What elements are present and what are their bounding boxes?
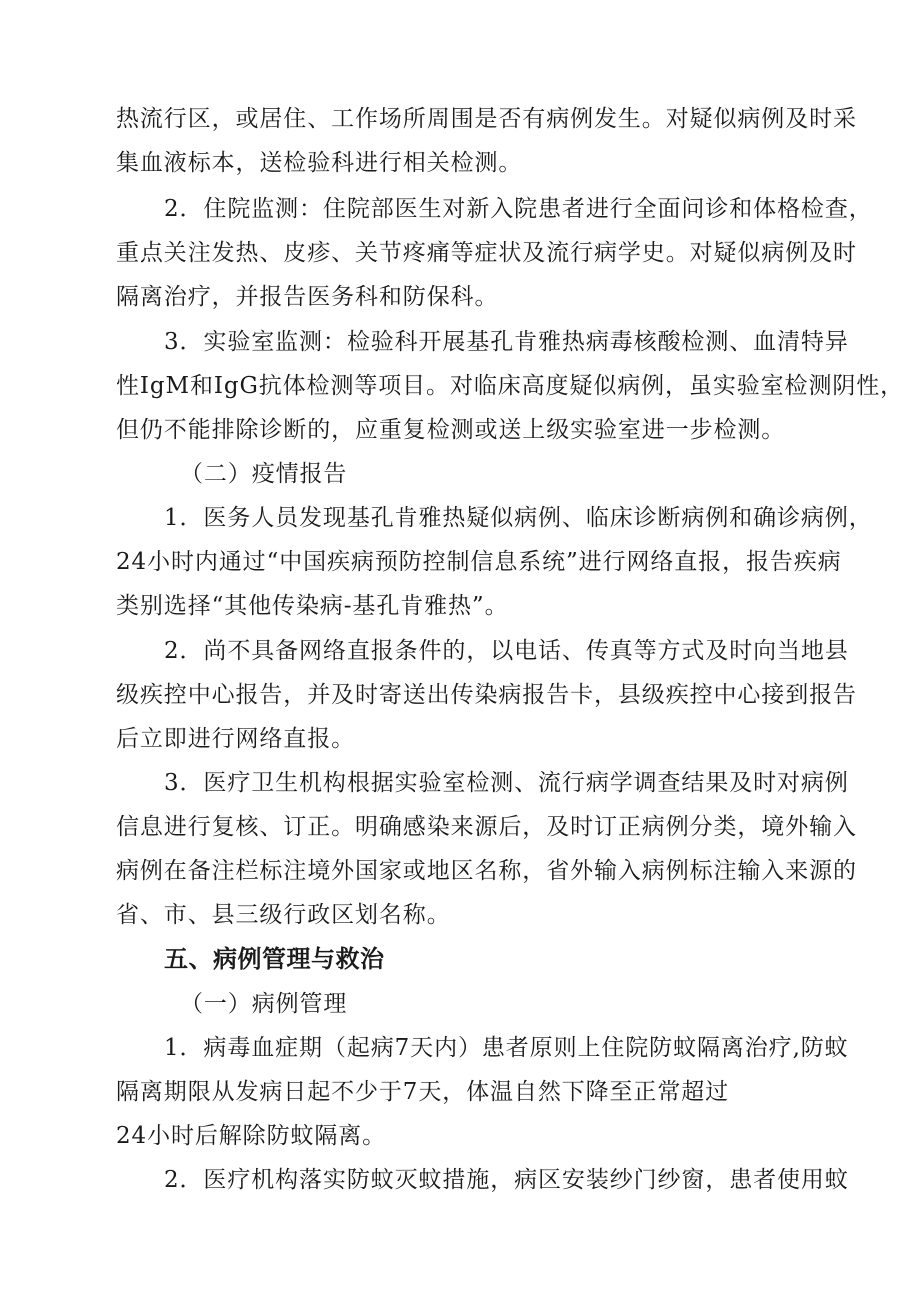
section-heading: 五、病例管理与救治	[164, 945, 385, 973]
text-line: 1．病毒血症期（起病7天内）患者原则上住院防蚊隔离治疗,防蚊	[164, 1035, 849, 1061]
text-line: 重点关注发热、皮疹、关节疼痛等症状及流行病学史。对疑似病例及时	[116, 240, 857, 266]
text-line: 3．实验室监测：检验科开展基孔肯雅热病毒核酸检测、血清特异	[164, 329, 849, 355]
text-line: 性IgM和IgG抗体检测等项目。对临床高度疑似病例，虽实验室检测阴性，	[116, 373, 905, 399]
text-line: 后立即进行网络直报。	[116, 726, 355, 752]
text-line: 隔离治疗，并报告医务科和防保科。	[116, 284, 499, 310]
text-line: 省、市、县三级行政区划名称。	[116, 902, 451, 928]
text-line: 热流行区，或居住、工作场所周围是否有病例发生。对疑似病例及时采	[116, 106, 857, 132]
text-line: 24小时内通过“中国疾病预防控制信息系统”进行网络直报，报告疾病	[116, 549, 842, 575]
text-line: 集血液标本，送检验科进行相关检测。	[116, 150, 523, 176]
text-line: 3．医疗卫生机构根据实验室检测、流行病学调查结果及时对病例	[164, 770, 849, 796]
text-line: 病例在备注栏标注境外国家或地区名称，省外输入病例标注输入来源的	[116, 858, 857, 884]
text-line: 类别选择“其他传染病-基孔肯雅热”。	[116, 593, 509, 619]
subsection-heading: （一）病例管理	[180, 991, 348, 1017]
text-line: 1．医务人员发现基孔肯雅热疑似病例、临床诊断病例和确诊病例，	[164, 505, 873, 531]
text-line: 级疾控中心报告，并及时寄送出传染病报告卡，县级疾控中心接到报告	[116, 682, 857, 708]
text-line: 2．住院监测：住院部医生对新入院患者进行全面问诊和体格检查，	[164, 196, 873, 222]
text-line: 隔离期限从发病日起不少于7天，体温自然下降至正常超过	[116, 1079, 730, 1105]
subsection-heading: （二）疫情报告	[180, 461, 348, 487]
text-line: 信息进行复核、订正。明确感染来源后，及时订正病例分类，境外输入	[116, 814, 857, 840]
text-line: 但仍不能排除诊断的，应重复检测或送上级实验室进一步检测。	[116, 417, 786, 443]
text-line: 2．医疗机构落实防蚊灭蚊措施，病区安装纱门纱窗，患者使用蚊	[164, 1167, 849, 1193]
text-line: 24小时后解除防蚊隔离。	[116, 1123, 387, 1149]
text-line: 2．尚不具备网络直报条件的，以电话、传真等方式及时向当地县	[164, 638, 849, 664]
